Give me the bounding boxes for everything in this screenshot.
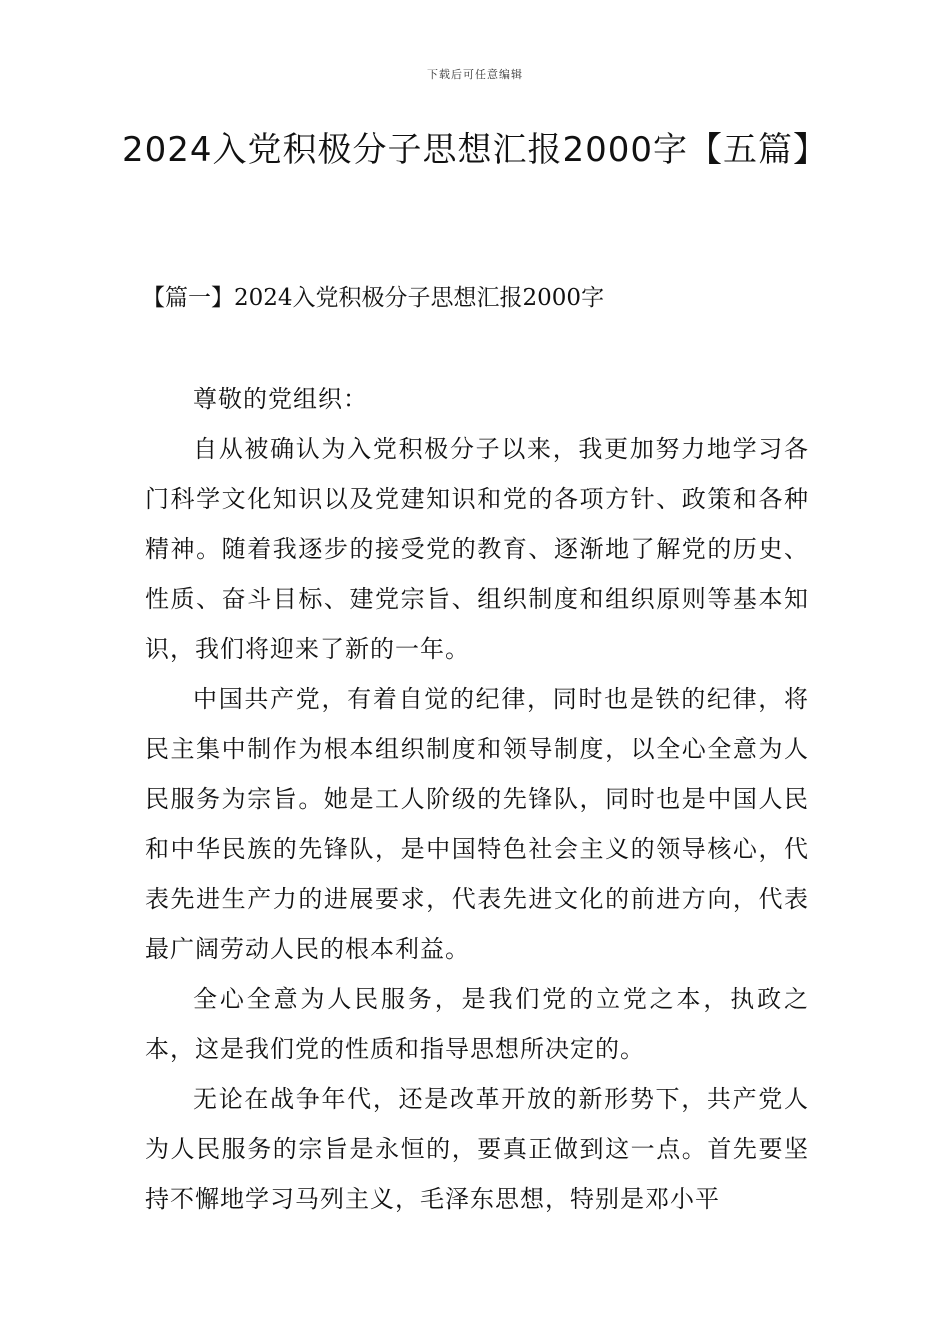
body-paragraph: 中国共产党，有着自觉的纪律，同时也是铁的纪律，将民主集中制作为根本组织制度和领导制度，以全心全意为人民服务为宗旨。她是工人阶级的先锋队，同时也是中国人民和中华民族的先锋队，是中国特色社会主义的领导核心，代表先进生产力的进展要求，代表先进文化的前进方向，代表最广阔劳动人民的根本利益。 <box>145 685 809 963</box>
body-paragraph: 自从被确认为入党积极分子以来，我更加努力地学习各门科学文化知识以及党建知识和党的各项方针、政策和各种精神。随着我逐步的接受党的教育、逐渐地了解党的历史、性质、奋斗目标、建党宗旨、组织制度和组织原则等基本知识，我们将迎来了新的一年。 <box>145 435 809 663</box>
salutation-paragraph: 尊敬的党组织： <box>193 385 368 413</box>
section-title: 【篇一】2024入党积极分子思想汇报2000字 <box>142 285 605 311</box>
header-note: 下载后可任意编辑 <box>427 68 523 81</box>
document-body <box>145 374 809 1224</box>
body-paragraph: 全心全意为人民服务，是我们党的立党之本，执政之本，这是我们党的性质和指导思想所决定的。 <box>145 985 809 1063</box>
body-paragraph: 无论在战争年代，还是改革开放的新形势下，共产党人为人民服务的宗旨是永恒的，要真正做到这一点。首先要坚持不懈地学习马列主义，毛泽东思想，特别是邓小平 <box>145 1085 809 1213</box>
document-title: 2024入党积极分子思想汇报2000字【五篇】 <box>121 130 829 170</box>
